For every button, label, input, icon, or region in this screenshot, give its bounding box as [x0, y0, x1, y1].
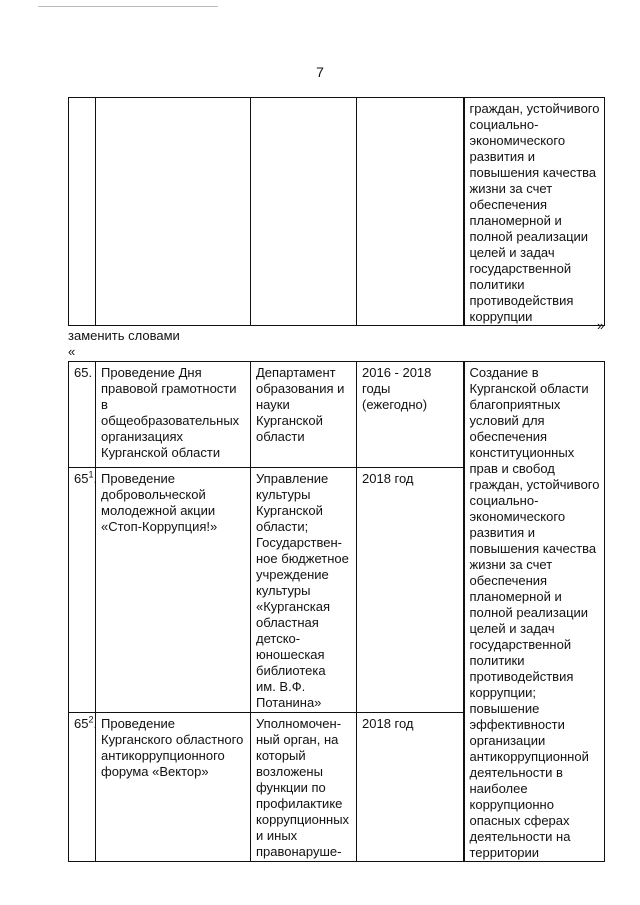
period-cell: [357, 98, 464, 326]
period-cell: 2016 - 2018 годы (ежегодно): [357, 362, 464, 468]
event-cell: Проведение Курганского областного антикоррупционного форума «Вектор»: [96, 713, 251, 862]
row-number-cell: $65^1$.: [69, 468, 96, 713]
event-cell: [96, 98, 251, 326]
table-row: [69, 362, 605, 468]
row-number-cell: 65.: [69, 362, 96, 468]
page-number: 7: [316, 64, 324, 80]
period-cell: 2018 год: [357, 468, 464, 713]
row-number-cell: $65^2$.: [69, 713, 96, 862]
closing-quote: »: [597, 318, 605, 333]
opening-quote: «: [68, 344, 76, 359]
executor-cell: Уполномочен- ный орган, на который возложены функции по профилактике коррупционных и иных правонаруше-: [251, 713, 357, 862]
replace-instruction: заменить словами: [68, 328, 180, 343]
previous-table-fragment: [68, 97, 605, 326]
period-cell: 2018 год: [357, 713, 464, 862]
event-cell: Проведение Дня правовой грамотности в общеобразовательных организациях Курганской области: [96, 362, 251, 468]
goal-cell: граждан, устойчивого социально- экономического развития и повышения качества жизни за счет обеспечения планомерной и полной реализации целей и задач государственной политики противодействия коррупции: [464, 98, 605, 326]
executor-cell: [251, 98, 357, 326]
row-number-cell: [69, 98, 96, 326]
goal-cell: Создание в Курганской области благоприятных условий для обеспечения конституционных прав и свобод граждан, устойчивого социально- экономического развития и повышения качества жизни за счет обеспечения планомерной и полной реализации целей и задач государственной политики противодействия коррупции; повышение эффективности организации антикоррупционной деятельности в наиболее коррупционно опасных сферах деятельности на территории: [464, 362, 605, 862]
replacement-table: [68, 361, 605, 862]
table-row: [69, 98, 605, 326]
executor-cell: Управление культуры Курганской области; Государствен- ное бюджетное учреждение культуры «Курганская областная детско- юношеская библиотека им. В.Ф. Потанина»: [251, 468, 357, 713]
event-cell: Проведение добровольческой молодежной акции «Стоп-Коррупция!»: [96, 468, 251, 713]
executor-cell: Департамент образования и науки Курганской области: [251, 362, 357, 468]
top-rule: [38, 6, 218, 7]
